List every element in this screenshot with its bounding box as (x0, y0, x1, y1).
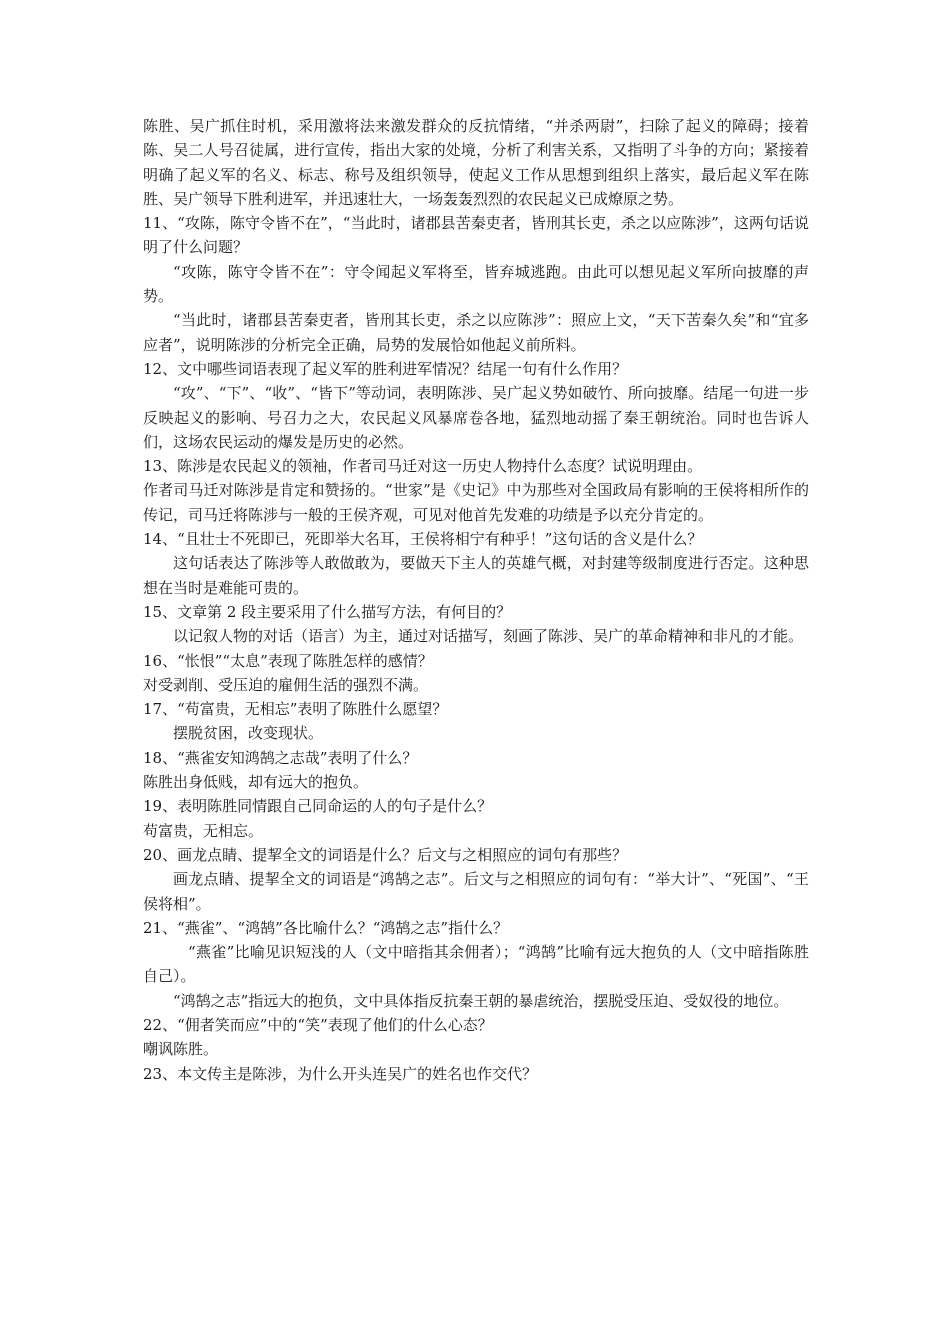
answer-paragraph: 苟富贵，无相忘。 (143, 821, 264, 840)
answer-paragraph: 对受剥削、受压迫的雇佣生活的强烈不满。 (143, 675, 429, 694)
question-16: 16、“怅恨”“太息”表现了陈胜怎样的感情？ (143, 651, 433, 670)
answer-paragraph: 摆脱贫困，改变现状。 (173, 724, 324, 743)
answer-paragraph: “燕雀”比喻见识短浅的人（文中暗指其余佣者）；“鸿鹄”比喻有远大抱负的人（文中暗指陈胜自己）。 (143, 943, 809, 986)
answer-paragraph: 这句话表达了陈涉等人敢做敢为，要做天下主人的英雄气概，对封建等级制度进行否定。这种思想在当时是难能可贵的。 (143, 554, 809, 597)
answer-paragraph: “攻”、“下”、“收”、“皆下”等动词，表明陈涉、吴广起义势如破竹、所向披靡。结尾一句进一步反映起义的影响、号召力之大，农民起义风暴席卷各地，猛烈地动摇了秦王朝统治。同时也告诉人们，这场农民运动的爆发是历史的必然。 (143, 384, 809, 451)
question-18: 18、“燕雀安知鸿鹄之志哉”表明了什么？ (143, 748, 418, 767)
question-20: 20、画龙点睛、提挈全文的词语是什么？后文与之相照应的词句有那些？ (143, 845, 628, 864)
document-page (143, 114, 809, 1086)
answer-paragraph: 作者司马迁对陈涉是肯定和赞扬的。“世家”是《史记》中为那些对全国政局有影响的王侯将相所作的传记，司马迁将陈涉与一般的王侯齐观，可见对他首先发难的功绩是予以充分肯定的。 (143, 481, 809, 524)
question-22: 22、“佣者笑而应”中的“笑”表现了他们的什么心态？ (143, 1015, 493, 1034)
answer-paragraph: 嘲讽陈胜。 (143, 1040, 219, 1059)
answer-paragraph: 画龙点睛、提挈全文的词语是“鸿鹄之志”。后文与之相照应的词句有：“举大计”、“死国”、“王侯将相”。 (143, 870, 809, 913)
question-14: 14、“且壮士不死即已，死即举大名耳，王侯将相宁有种乎！”这句话的含义是什么？ (143, 530, 703, 549)
answer-paragraph: “鸿鹄之志”指远大的抱负，文中具体指反抗秦王朝的暴虐统治，摆脱受压迫、受奴役的地位。 (173, 991, 789, 1010)
answer-paragraph: “攻陈，陈守令皆不在”：守令闻起义军将至，皆弃城逃跑。由此可以想见起义军所向披靡的声势。 (143, 262, 809, 306)
answer-paragraph: 陈胜出身低贱，却有远大的抱负。 (143, 773, 369, 792)
question-15: 15、文章第 2 段主要采用了什么描写方法，有何目的？ (143, 602, 512, 621)
question-19: 19、表明陈胜同情跟自己同命运的人的句子是什么？ (143, 797, 493, 816)
answer-paragraph: “当此时，诸郡县苦秦吏者，皆刑其长吏，杀之以应陈涉”：照应上文，“天下苦秦久矣”和“宜多应者”，说明陈涉的分析完全正确，局势的发展恰如他起义前所料。 (143, 311, 809, 354)
question-17: 17、“苟富贵，无相忘”表明了陈胜什么愿望？ (143, 700, 448, 719)
question-23: 23、本文传主是陈涉，为什么开头连吴广的姓名也作交代？ (143, 1064, 538, 1083)
question-13: 13、陈涉是农民起义的领袖，作者司马迁对这一历史人物持什么态度？试说明理由。 (143, 457, 703, 476)
question-12: 12、文中哪些词语表现了起义军的胜利进军情况？结尾一句有什么作用？ (143, 359, 628, 378)
question-11: 11、“攻陈，陈守令皆不在”，“当此时，诸郡县苦秦吏者，皆刑其长吏，杀之以应陈涉”，这两句话说明了什么问题？ (143, 214, 809, 257)
answer-paragraph: 陈胜、吴广抓住时机，采用激将法来激发群众的反抗情绪，“并杀两尉”，扫除了起义的障碍；接着陈、吴二人号召徒属，进行宣传，指出大家的处境，分析了利害关系，又指明了斗争的方向；紧接着明确了起义军的名义、标志、称号及组织领导，使起义工作从思想到组织上落实，最后起义军在陈胜、吴广领导下胜利进军，并迅速壮大，一场轰轰烈烈的农民起义已成燎原之势。 (143, 117, 809, 208)
answer-paragraph: 以记叙人物的对话（语言）为主，通过对话描写，刻画了陈涉、吴广的革命精神和非凡的才能。 (173, 627, 804, 646)
question-21: 21、“燕雀”、“鸿鹄”各比喻什么？“鸿鹄之志”指什么？ (143, 918, 509, 937)
